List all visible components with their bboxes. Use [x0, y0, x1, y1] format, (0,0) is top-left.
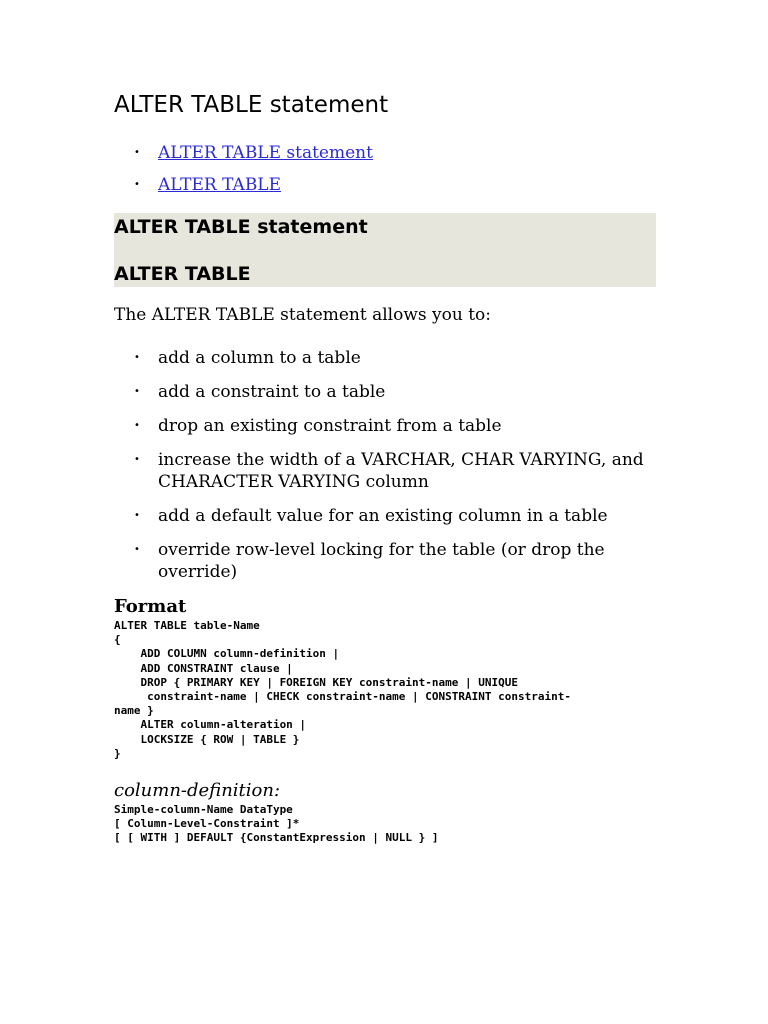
- list-item: • drop an existing constraint from a table: [114, 415, 656, 437]
- section-heading-alter-table: ALTER TABLE: [114, 263, 251, 285]
- toc-item: [114, 173, 656, 197]
- intro-paragraph: The ALTER TABLE statement allows you to:: [114, 305, 492, 325]
- list-item: • increase the width of a VARCHAR, CHAR VARYING, and CHARACTER VARYING column: [114, 449, 656, 493]
- list-item: • override row-level locking for the table (or drop the override): [114, 539, 656, 583]
- page-title: ALTER TABLE statement: [114, 92, 389, 118]
- feature-list: [114, 347, 656, 583]
- table-of-contents: [114, 141, 656, 197]
- toc-item: [114, 141, 656, 165]
- toc-link-alter-table[interactable]: ALTER TABLE: [158, 175, 282, 195]
- column-definition-heading: column-definition:: [114, 780, 281, 802]
- format-heading: Format: [114, 596, 187, 617]
- section-heading-band: [114, 213, 656, 287]
- document-content: [114, 88, 656, 846]
- list-item: • add a column to a table: [114, 347, 656, 369]
- list-item: • add a default value for an existing column in a table: [114, 505, 656, 527]
- toc-link-alter-table-statement[interactable]: ALTER TABLE statement: [158, 143, 373, 163]
- format-code-block: ALTER TABLE table-Name { ADD COLUMN column-definition | ADD CONSTRAINT clause | DROP { PRIMARY KEY | FOREIGN KEY constraint-name | UNIQUE constraint-name | CHECK constraint-name | CONSTRAINT constraint- name } ALTER column-alteration | LOCKSIZE { ROW | TABLE } }: [114, 619, 571, 760]
- list-item: • add a constraint to a table: [114, 381, 656, 403]
- section-heading-statement: ALTER TABLE statement: [114, 216, 368, 238]
- column-definition-code-block: Simple-column-Name DataType [ Column-Level-Constraint ]* [ [ WITH ] DEFAULT {ConstantExpression | NULL } ]: [114, 803, 439, 845]
